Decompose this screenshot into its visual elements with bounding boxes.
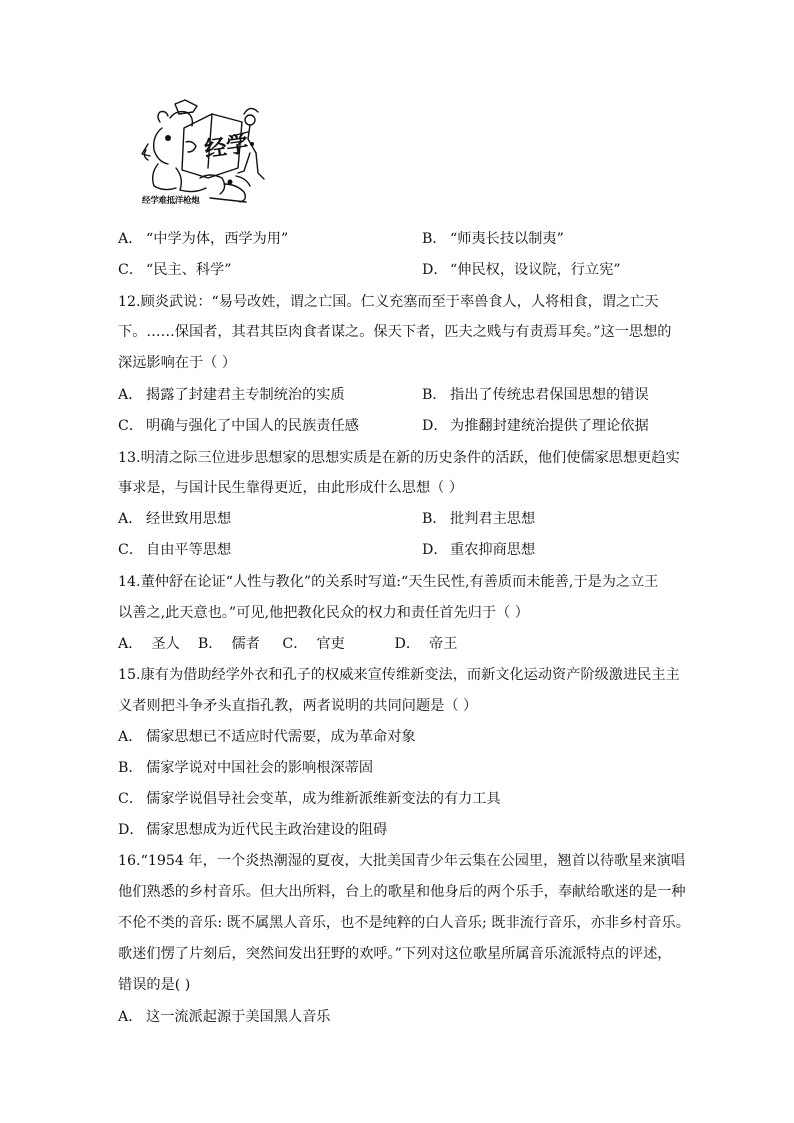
q12-option-c[interactable] [118, 416, 359, 436]
q13-stem-line-1: 13.明清之际三位进步思想家的思想实质是在新的历史条件的活跃，他们使儒家思想更趋实 [118, 450, 680, 466]
option-label: A． [118, 1009, 143, 1025]
option-text: 指出了传统忠君保国思想的错误 [450, 387, 649, 403]
option-label: C． [118, 418, 144, 434]
option-label: B． [118, 760, 143, 776]
option-label: B． [422, 511, 447, 527]
option-label: D． [422, 262, 448, 278]
option-text: 儒家学说倡导社会变革，成为维新派维新变法的有力工具 [146, 791, 501, 807]
option-text: “民主、科学” [146, 262, 232, 278]
option-text: 这一流派起源于美国黑人音乐 [146, 1009, 331, 1025]
option-label: D． [422, 418, 448, 434]
q15-option-a[interactable] [118, 727, 416, 747]
q11-option-b[interactable] [422, 229, 564, 249]
option-label: C． [118, 791, 144, 807]
option-text: 儒家思想已不适应时代需要，成为革命对象 [146, 729, 416, 745]
option-text: 明确与强化了中国人的民族责任感 [146, 418, 359, 434]
q12-option-b[interactable] [422, 385, 649, 405]
q13-option-a[interactable] [118, 509, 231, 529]
q12-stem-line-1: 12.顾炎武说：“易号改姓，谓之亡国。仁义充塞而至于率兽食人，人将相食，谓之亡天 [118, 294, 659, 310]
q11-option-d[interactable] [422, 260, 621, 280]
option-text: 自由平等思想 [146, 542, 232, 558]
option-label: A． [118, 729, 143, 745]
q11-option-c[interactable] [118, 260, 231, 280]
option-label: A． [118, 231, 143, 247]
option-text: 批判君主思想 [450, 511, 536, 527]
option-label: A． [118, 511, 143, 527]
cartoon-caption: 经学难抵洋枪炮 [142, 196, 200, 206]
q16-stem-line-2: 他们熟悉的乡村音乐。但大出所料，台上的歌星和他身后的两个乐手，奉献给歌迷的是一种 [118, 884, 686, 900]
q15-stem-line-1: 15.康有为借助经学外衣和孔子的权威来宣传维新变法，而新文化运动资产阶级激进民主主 [118, 667, 680, 683]
option-text: “中学为体，西学为用” [146, 231, 289, 247]
option-label: D． [422, 542, 448, 558]
q15-option-b[interactable] [118, 758, 373, 778]
q15-option-d[interactable] [118, 820, 387, 840]
political-cartoon [140, 98, 265, 216]
q16-stem-line-1: 16.“1954 年，一个炎热潮湿的夏夜，大批美国青少年云集在公园里，翘首以待歌星来演唱 [118, 853, 685, 869]
option-text: 经世致用思想 [146, 511, 232, 527]
q14-stem-line-1: 14.董仲舒在论证“人性与教化”的关系时写道:“天生民性,有善质而未能善,于是为之立王 [118, 574, 659, 590]
option-text: 儒家学说对中国社会的影响根深蒂固 [146, 760, 374, 776]
option-text: 揭露了封建君主专制统治的实质 [146, 387, 345, 403]
option-text: 儒家思想成为近代民主政治建设的阻碍 [146, 822, 388, 838]
option-text: 重农抑商思想 [450, 542, 536, 558]
option-text: “师夷长技以制夷” [450, 231, 564, 247]
q16-option-a[interactable] [118, 1007, 330, 1027]
q11-option-a[interactable] [118, 229, 288, 249]
q16-stem-line-3: 不伦不类的音乐: 既不属黑人音乐，也不是纯粹的白人音乐; 既非流行音乐，亦非乡村音乐。 [118, 915, 690, 931]
book-banner-text: 经学 [202, 131, 251, 163]
q14-stem-line-2: 以善之,此天意也。”可见,他把教化民众的权力和责任首先归于（ ） [118, 605, 529, 621]
option-text: 为推翻封建统治提供了理论依据 [450, 418, 649, 434]
option-label: C． [118, 262, 144, 278]
q12-option-d[interactable] [422, 416, 649, 436]
option-label: C． [118, 542, 144, 558]
option-text: “伸民权，设议院，行立宪” [450, 262, 621, 278]
q12-stem-line-2: 下。……保国者，其君其臣肉食者谋之。保天下者，匹夫之贱与有责焉耳矣。”这一思想的 [118, 324, 672, 340]
q13-option-d[interactable] [422, 540, 535, 560]
q15-option-c[interactable] [118, 789, 501, 809]
q13-stem-line-2: 事求是，与国计民生靠得更近，由此形成什么思想（ ） [118, 480, 464, 496]
q12-stem-line-3: 深远影响在于（ ） [118, 355, 237, 371]
option-label: D． [118, 822, 144, 838]
option-label: B． [422, 231, 447, 247]
option-label: B． [422, 387, 447, 403]
q13-option-b[interactable] [422, 509, 535, 529]
q16-stem-line-4: 歌迷们愣了片刻后，突然间发出狂野的欢呼。”下列对这位歌星所属音乐流派特点的评述， [118, 946, 672, 962]
q13-option-c[interactable] [118, 540, 231, 560]
option-label: A． [118, 387, 143, 403]
q16-stem-line-5: 错误的是( ) [118, 977, 191, 993]
q12-option-a[interactable] [118, 385, 345, 405]
q14-options-line[interactable]: A． 圣人 B． 儒者 C． 官吏 D． 帝王 [118, 636, 458, 652]
q15-stem-line-2: 义者则把斗争矛头直指孔教，两者说明的共同问题是（ ） [118, 698, 478, 714]
